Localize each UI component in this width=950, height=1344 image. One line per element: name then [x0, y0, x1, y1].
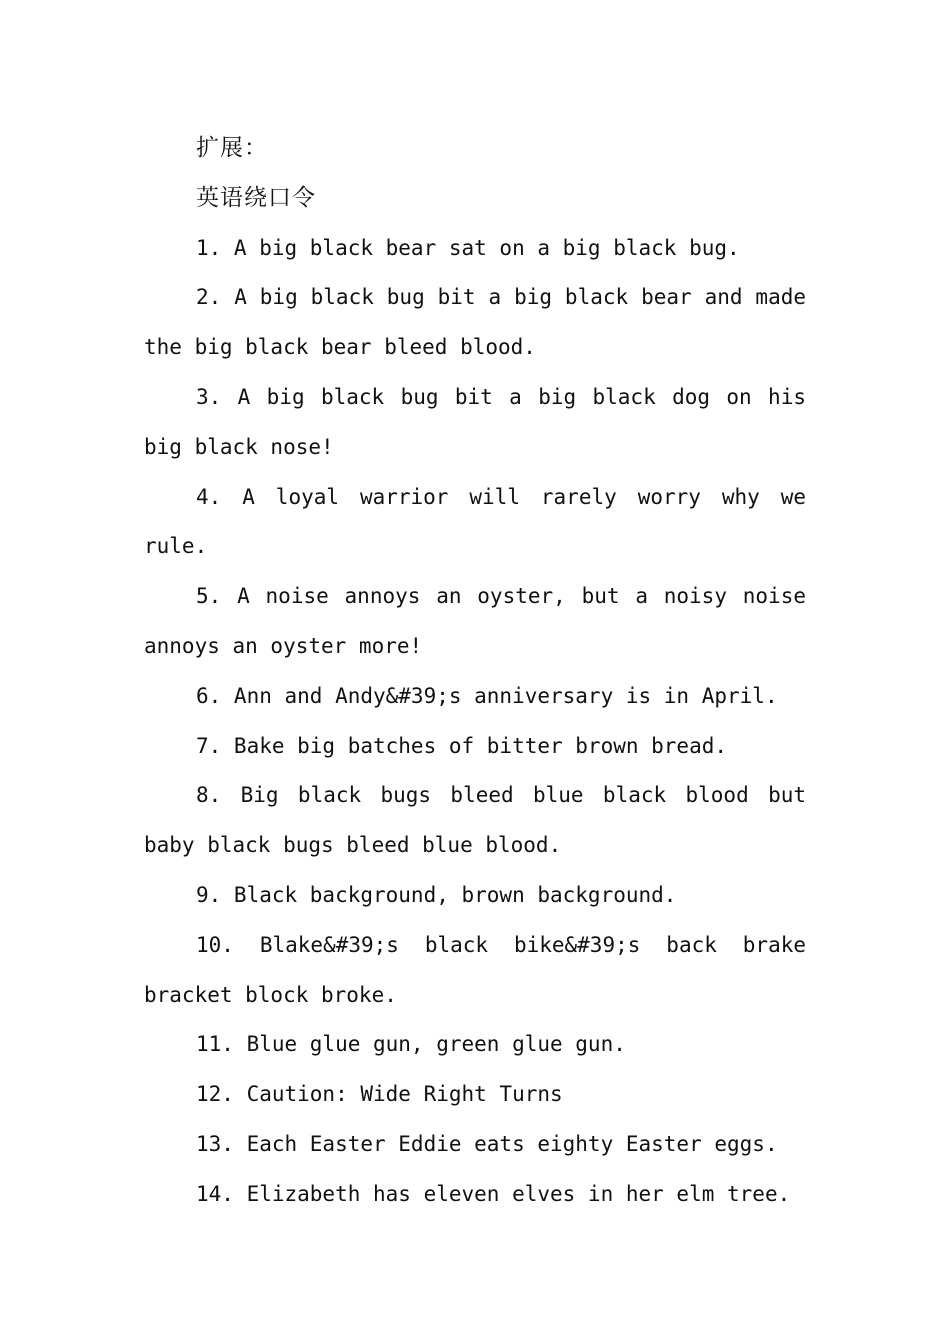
tongue-twister-14: 14. Elizabeth has eleven elves in her elm tree. [196, 1181, 791, 1206]
section-heading: 扩展： [196, 135, 268, 161]
tongue-twister-11: 11. Blue glue gun, green glue gun. [196, 1032, 626, 1057]
document-body [144, 124, 806, 1220]
tongue-twister-2: 2. A big black bug bit a big black bear and made the big black bear bleed blood. [144, 285, 806, 360]
tongue-twister-13: 13. Each Easter Eddie eats eighty Easter eggs. [196, 1131, 778, 1156]
tongue-twister-12: 12. Caution: Wide Right Turns [196, 1082, 563, 1107]
section-subheading: 英语绕口令 [196, 184, 316, 211]
tongue-twister-6: 6. Ann and Andy&#39;s anniversary is in April. [196, 683, 778, 708]
tongue-twister-4: 4. A loyal warrior will rarely worry why we rule. [144, 484, 806, 559]
tongue-twister-7: 7. Bake big batches of bitter brown bread. [196, 733, 728, 758]
tongue-twister-3: 3. A big black bug bit a big black dog on his big black nose! [144, 384, 806, 459]
tongue-twister-10: 10. Blake&#39;s black bike&#39;s back brake bracket block broke. [144, 932, 806, 1007]
tongue-twister-9: 9. Black background, brown background. [196, 882, 677, 907]
tongue-twister-5: 5. A noise annoys an oyster, but a noisy noise annoys an oyster more! [144, 584, 806, 658]
tongue-twister-1: 1. A big black bear sat on a big black bug. [196, 235, 740, 260]
tongue-twister-8: 8. Big black bugs bleed blue black blood but baby black bugs bleed blue blood. [144, 783, 806, 858]
